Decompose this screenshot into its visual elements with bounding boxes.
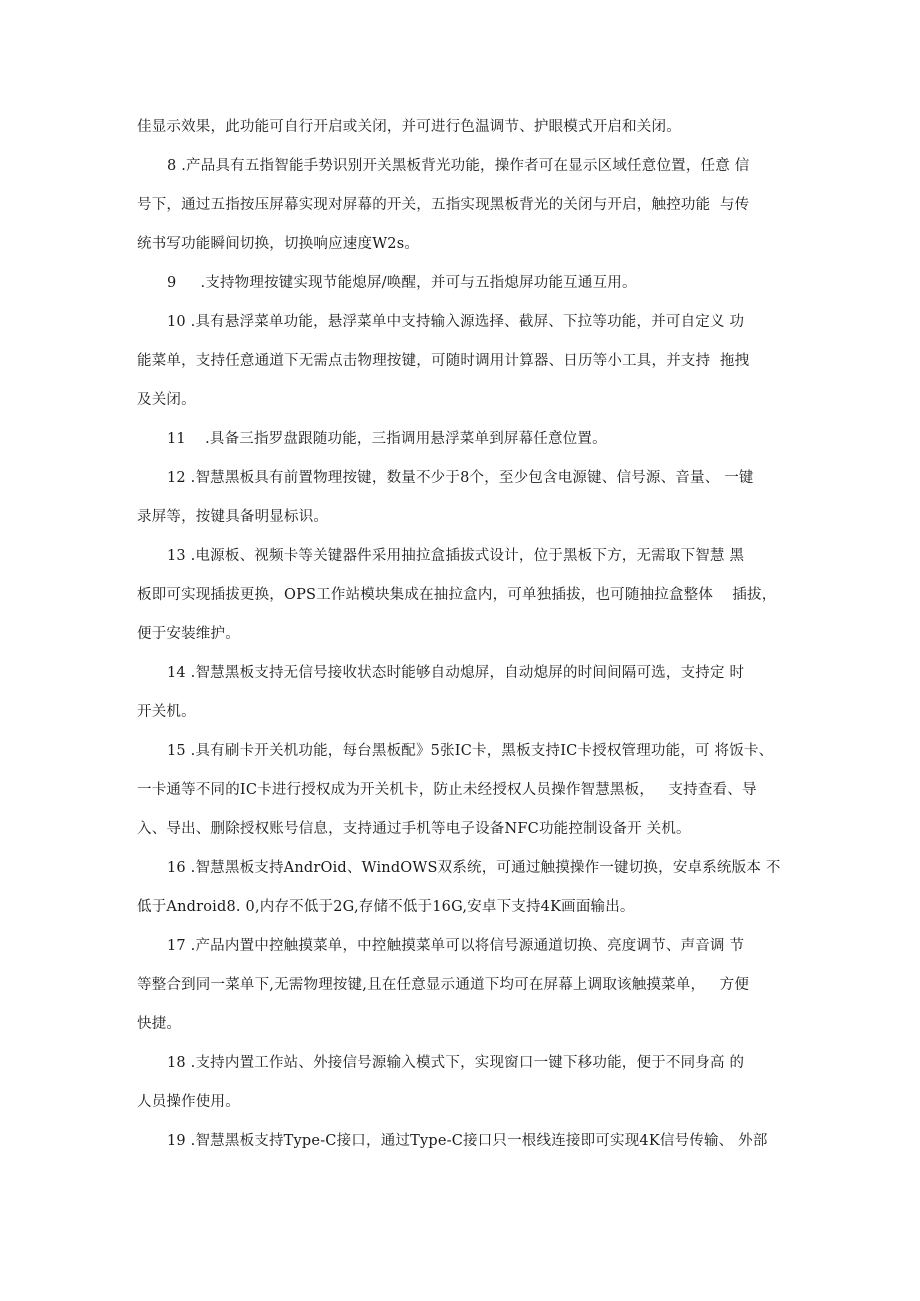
text-line: 入、导出、删除授权账号信息，支持通过手机等电子设备NFC功能控制设备开 关机。 — [137, 821, 691, 837]
text-line: 15 .具有刷卡开关机功能，每台黑板配》5张IC卡，黑板支持IC卡授权管理功能，可 将饭卡、 — [167, 743, 774, 759]
text-line: 快捷。 — [137, 1016, 182, 1032]
text-line: 低于Android8. 0,内存不低于2G,存储不低于16G,安卓下支持4K画面输出。 — [137, 899, 635, 915]
text-line: 佳显示效果，此功能可自行开启或关闭，并可进行色温调节、护眼模式开启和关闭。 — [137, 119, 681, 135]
text-line: 9 .支持物理按键实现节能熄屏/唤醒，并可与五指熄屏功能互通互用。 — [167, 275, 637, 291]
text-line: 人员操作使用。 — [137, 1094, 240, 1110]
paragraph-item-10 — [137, 303, 785, 420]
paragraph-item-9 — [137, 264, 785, 303]
paragraph-item-16 — [137, 849, 785, 927]
text-line: 14 .智慧黑板支持无信号接收状态时能够自动熄屏，自动熄屏的时间间隔可选，支持定 时 — [167, 665, 745, 681]
text-line: 16 .智慧黑板支持AndrOid、WindOWS双系统，可通过触摸操作一键切换，安卓系统版本 不 — [167, 860, 781, 876]
paragraph-item-14 — [137, 654, 785, 732]
text-line: 开关机。 — [137, 704, 196, 720]
paragraph-item-17 — [137, 927, 785, 1044]
paragraph-item-19 — [137, 1122, 785, 1161]
text-line: 18 .支持内置工作站、外接信号源输入模式下，实现窗口一键下移功能，便于不同身高 的 — [167, 1055, 745, 1071]
text-line: 13 .电源板、视频卡等关键器件采用抽拉盒插拔式设计，位于黑板下方，无需取下智慧 黑 — [167, 548, 745, 564]
text-line: 17 .产品内置中控触摸菜单，中控触摸菜单可以将信号源通道切换、亮度调节、声音调 节 — [167, 938, 745, 954]
paragraph-item-12 — [137, 459, 785, 537]
text-line: 8 .产品具有五指智能手势识别开关黑板背光功能，操作者可在显示区域任意位置，任意 信 — [167, 158, 750, 174]
paragraph-item-8 — [137, 147, 785, 264]
text-line: 板即可实现插拔更换，OPS工作站模块集成在抽拉盒内，可单独插拔，也可随抽拉盒整体 插拔， — [137, 587, 777, 603]
text-line: 10 .具有悬浮菜单功能，悬浮菜单中支持输入源选择、截屏、下拉等功能，并可自定义 功 — [167, 314, 745, 330]
text-line: 一卡通等不同的IC卡进行授权成为开关机卡，防止未经授权人员操作智慧黑板， 支持查看、导 — [137, 782, 757, 798]
text-line: 录屏等，按键具备明显标识。 — [137, 509, 329, 525]
text-line: 及关闭。 — [137, 392, 196, 408]
paragraph-continued — [137, 108, 785, 147]
paragraph-item-11 — [137, 420, 785, 459]
text-line: 便于安装维护。 — [137, 626, 240, 642]
paragraph-item-15 — [137, 732, 785, 849]
paragraph-item-18 — [137, 1044, 785, 1122]
text-line: 19 .智慧黑板支持Type-C接口，通过Type-C接口只一根线连接即可实现4K信号传输、 外部 — [167, 1133, 768, 1149]
text-line: 号下，通过五指按压屏幕实现对屏幕的开关，五指实现黑板背光的关闭与开启，触控功能 与传 — [137, 197, 750, 213]
paragraph-item-13 — [137, 537, 785, 654]
text-line: 能菜单，支持任意通道下无需点击物理按键，可随时调用计算器、日历等小工具，并支持 拖拽 — [137, 353, 750, 369]
text-line: 11 .具备三指罗盘跟随功能，三指调用悬浮菜单到屏幕任意位置。 — [167, 431, 607, 447]
text-line: 12 .智慧黑板具有前置物理按键，数量不少于8个，至少包含电源键、信号源、音量、 一键 — [167, 470, 754, 486]
text-line: 等整合到同一菜单下,无需物理按键,且在任意显示通道下均可在屏幕上调取该触摸菜单， 方便 — [137, 977, 750, 993]
text-line: 统书写功能瞬间切换，切换响应速度W2s。 — [137, 236, 420, 252]
